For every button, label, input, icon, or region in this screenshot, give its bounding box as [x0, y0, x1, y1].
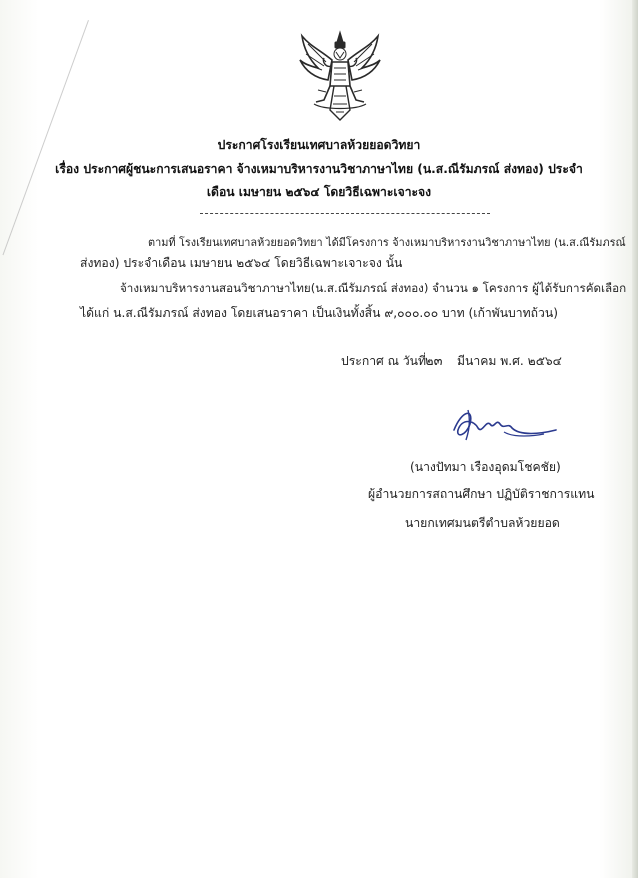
announcement-month-year: มีนาคม พ.ศ. ๒๕๖๔	[457, 354, 562, 368]
paragraph-1-line-1: ตามที่ โรงเรียนเทศบาลห้วยยอดวิทยา ได้มีโครงการ จ้างเหมาบริหารงานวิชาภาษาไทย (น.ส.ณีรัมภรณ์	[148, 236, 626, 249]
handwritten-signature-icon	[444, 400, 564, 450]
document-title: ประกาศโรงเรียนเทศบาลห้วยยอดวิทยา	[217, 138, 421, 152]
garuda-emblem-icon	[296, 30, 384, 124]
signer-position: ผู้อำนวยการสถานศึกษา ปฏิบัติราชการแทน	[368, 487, 595, 501]
paragraph-2-line-2: ได้แก่ น.ส.ณีรัมภรณ์ ส่งทอง โดยเสนอราคา เป็นเงินทั้งสิ้น ๙,๐๐๐.๐๐ บาท (เก้าพันบาทถ้วน)	[80, 306, 558, 320]
separator-line	[200, 213, 490, 214]
announcement-date-label: ประกาศ ณ วันที่	[341, 354, 427, 368]
scan-edge	[632, 0, 638, 878]
subject-line-continued: เดือน เมษายน ๒๕๖๔ โดยวิธีเฉพาะเจาะจง	[206, 185, 432, 199]
subject-line: เรื่อง ประกาศผู้ชนะการเสนอราคา จ้างเหมาบริหารงานวิชาภาษาไทย (น.ส.ณีรัมภรณ์ ส่งทอง) ประจำ	[55, 162, 583, 176]
paragraph-2-line-1: จ้างเหมาบริหารงานสอนวิชาภาษาไทย(น.ส.ณีรัมภรณ์ ส่งทอง) จำนวน ๑ โครงการ ผู้ได้รับการคัดเลือก	[120, 281, 627, 295]
signer-name: (นางปัทมา เรืองอุดมโชคชัย)	[410, 460, 561, 474]
signer-acting-title: นายกเทศมนตรีตำบลห้วยยอด	[405, 516, 560, 530]
announcement-day: ๒๓	[425, 354, 443, 369]
paragraph-1-line-2: ส่งทอง) ประจำเดือน เมษายน ๒๕๖๔ โดยวิธีเฉพาะเจาะจง นั้น	[80, 256, 403, 270]
